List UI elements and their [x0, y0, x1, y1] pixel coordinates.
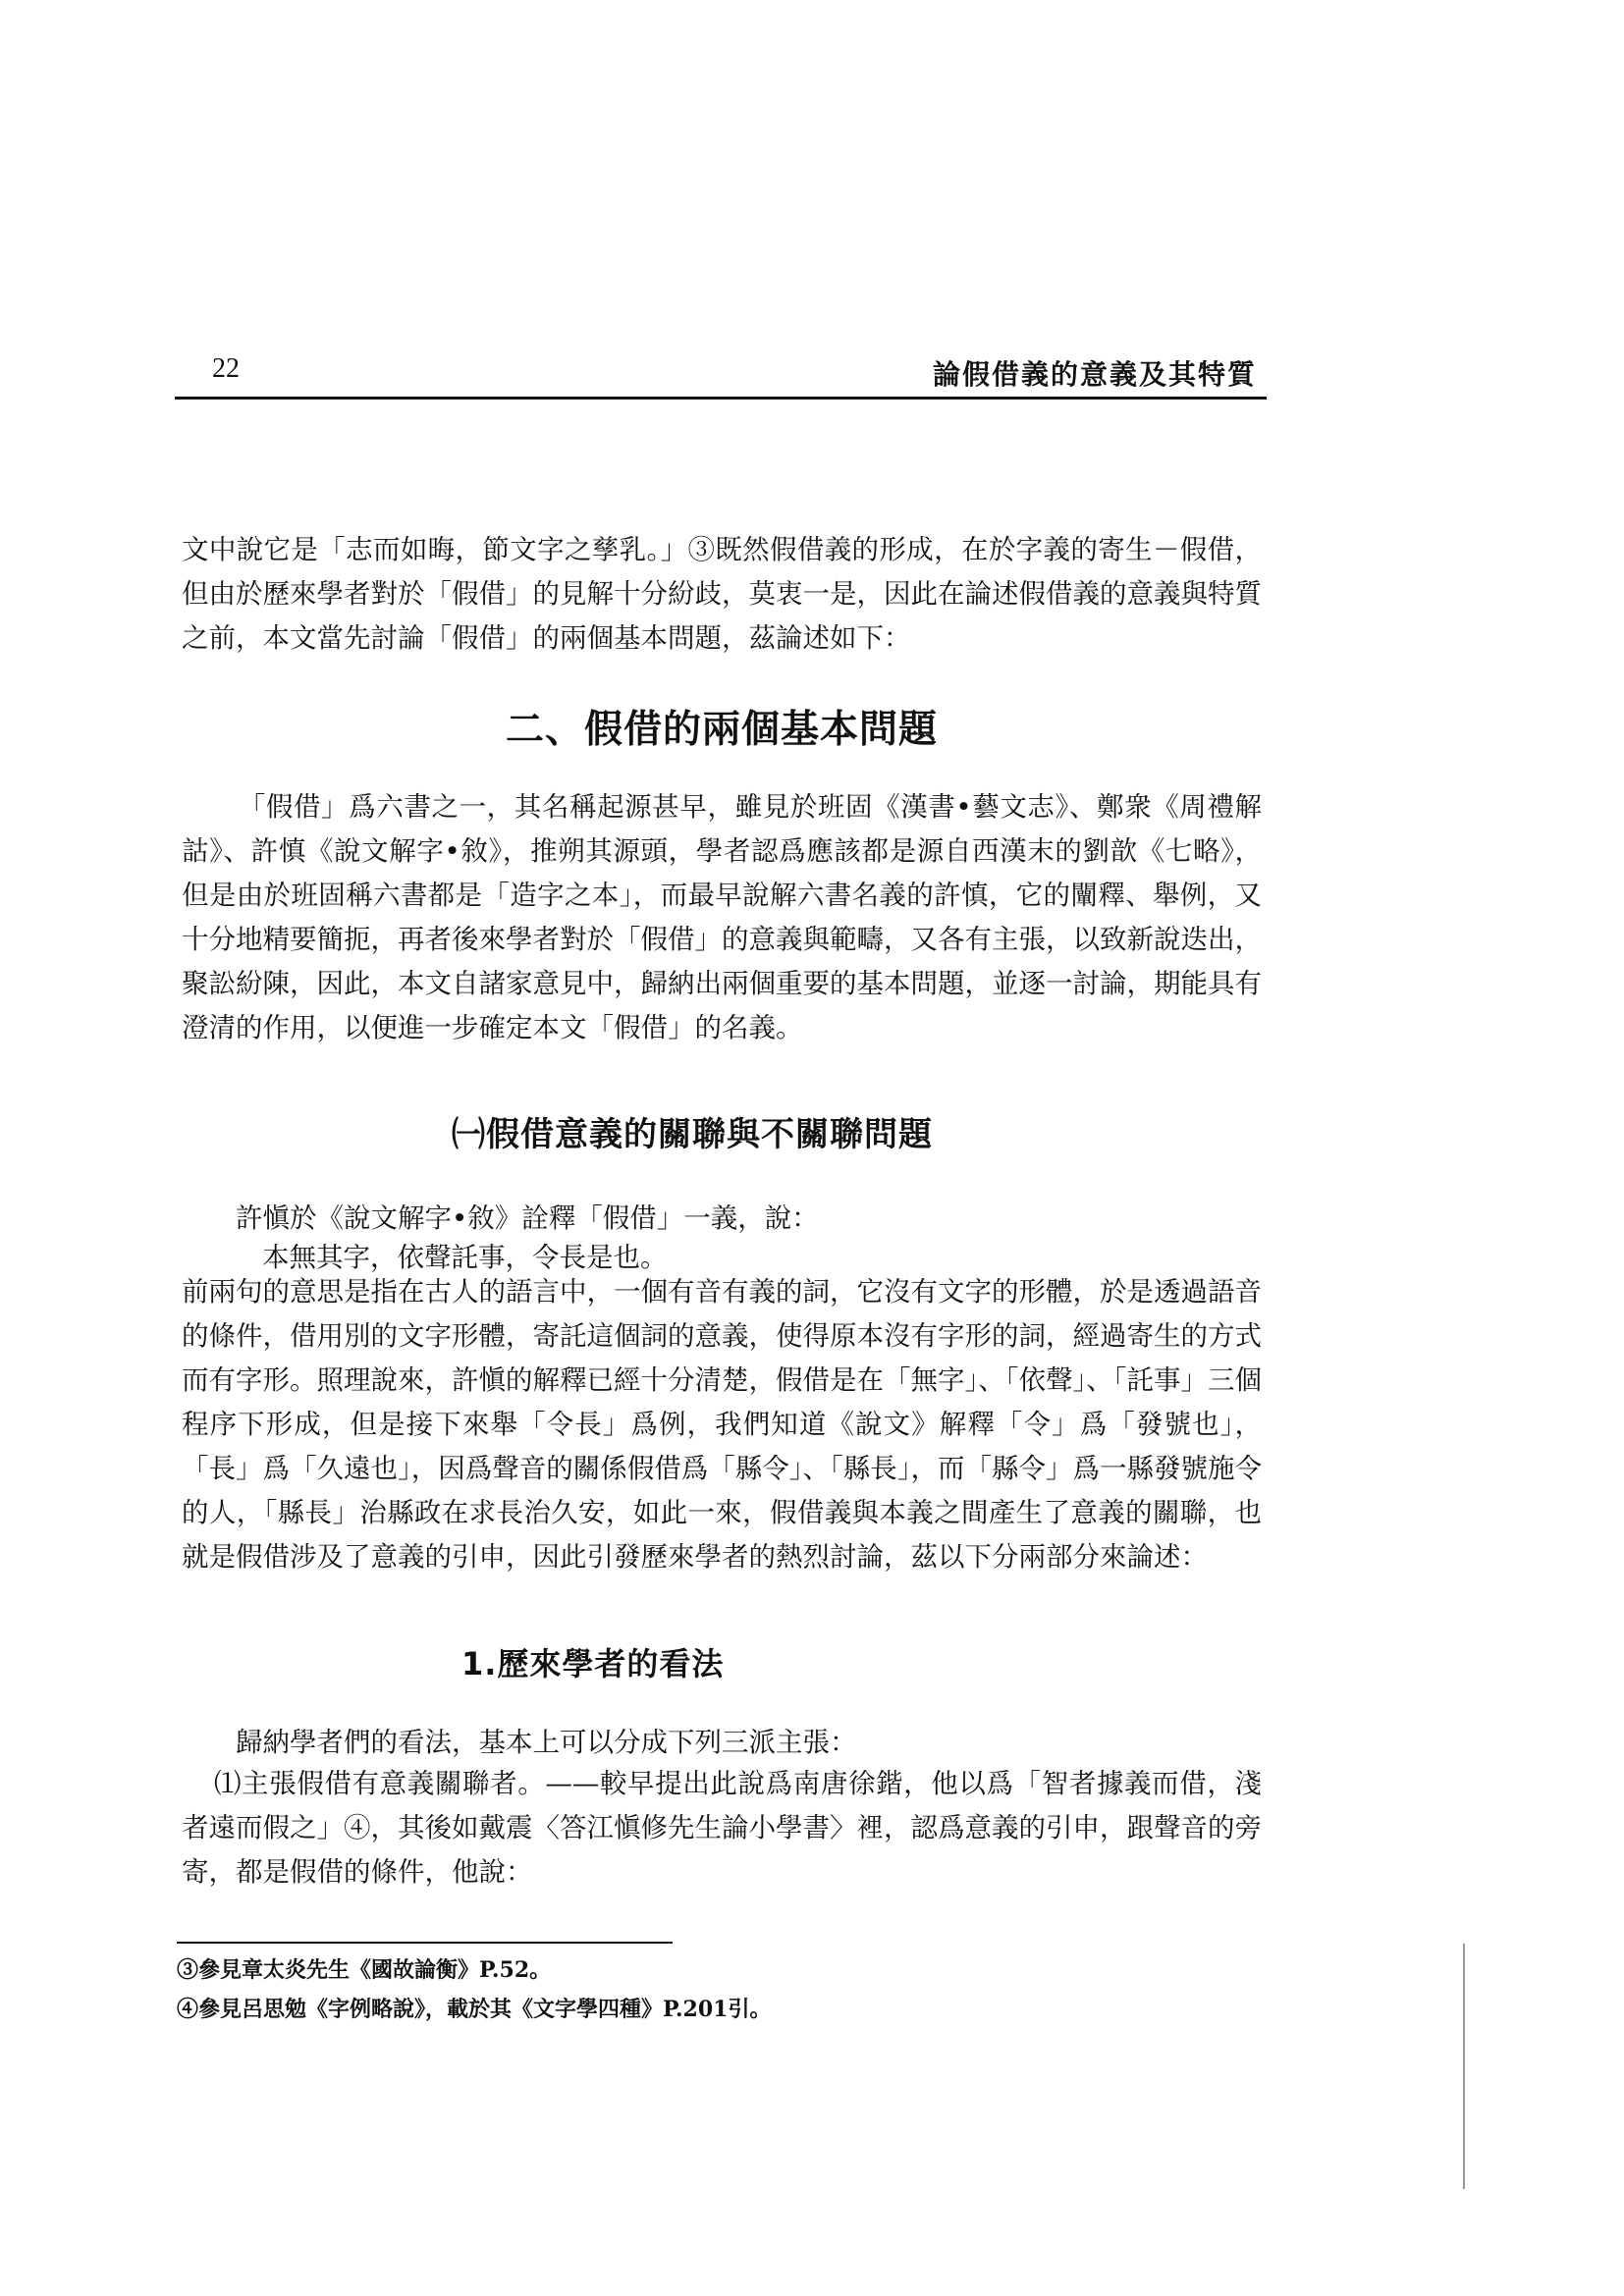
page-header	[175, 353, 1267, 400]
explanation-paragraph: 前兩句的意思是指在古人的語言中，一個有音有義的詞，它沒有文字的形體，於是透過語音的條件，借用別的文字形體，寄託這個詞的意義，使得原本沒有字形的詞，經過寄生的方式而有字形。照理說來，許愼的解釋已經十分清楚，假借是在「無字」、「依聲」、「託事」三個程序下形成，但是接下來舉「令長」爲例，我們知道《說文》解釋「令」爲「發號也」，「長」爲「久遠也」，因爲聲音的關係假借爲「縣令」、「縣長」，而「縣令」爲一縣發號施令的人，「縣長」治縣政在求長治久安，如此一來，假借義與本義之間產生了意義的關聯，也就是假借涉及了意義的引申，因此引發歷來學者的熱烈討論，茲以下分兩部分來論述：	[182, 1276, 1262, 1573]
footnote-rule	[177, 1942, 673, 1944]
quote-line: 本無其字，依聲託事，令長是也。	[262, 1242, 668, 1273]
point-one-paragraph: ⑴主張假借有意義關聯者。——較早提出此說爲南唐徐鍇，他以爲「智者據義而借，淺者遠而假之」④，其後如戴震〈答江愼修先生論小學書〉裡，認爲意義的引申，跟聲音的旁寄，都是假借的條件，他說：	[182, 1768, 1262, 1888]
three-views-line: 歸納學者們的看法，基本上可以分成下列三派主張：	[236, 1727, 857, 1758]
section-heading: 二、假借的兩個基本問題	[505, 708, 938, 752]
page-number: 22	[212, 353, 240, 384]
intro-paragraph: 文中說它是「志而如晦，節文字之孳乳。」③既然假借義的形成，在於字義的寄生－假借，但由於歷來學者對於「假借」的見解十分紛歧，莫衷一是，因此在論述假借義的意義與特質之前，本文當先討論「假借」的兩個基本問題，茲論述如下：	[182, 534, 1262, 654]
running-title: 論假借義的意義及其特質	[932, 358, 1257, 391]
section-paragraph: 「假借」爲六書之一，其名稱起源甚早，雖見於班固《漢書•藝文志》、鄭衆《周禮解詁》、許慎《說文解字•敘》，推朔其源頭，學者認爲應該都是源自西漢末的劉歆《七略》，但是由於班固稱六書都是「造字之本」，而最早說解六書名義的許慎，它的闡釋、舉例，又十分地精要簡扼，再者後來學者對於「假借」的意義與範疇，又各有主張，以致新說迭出，聚訟紛陳，因此，本文自諸家意見中，歸納出兩個重要的基本問題，並逐一討論，期能具有澄清的作用，以便進一步確定本文「假借」的名義。	[182, 791, 1262, 1043]
footnote-3: ③參見章太炎先生《國故論衡》P.52。	[177, 1957, 552, 1983]
sub-subsection-heading: 1.歷來學者的看法	[461, 1645, 725, 1682]
subsection-heading: ㈠假借意義的關聯與不關聯問題	[452, 1115, 933, 1154]
footnote-4: ④參見呂思勉《字例略說》，載於其《文字學四種》P.201引。	[177, 1997, 772, 2022]
xu-intro-line: 許愼於《說文解字•敘》詮釋「假借」一義，說：	[236, 1202, 819, 1234]
scan-edge-mark	[1463, 1944, 1465, 2189]
